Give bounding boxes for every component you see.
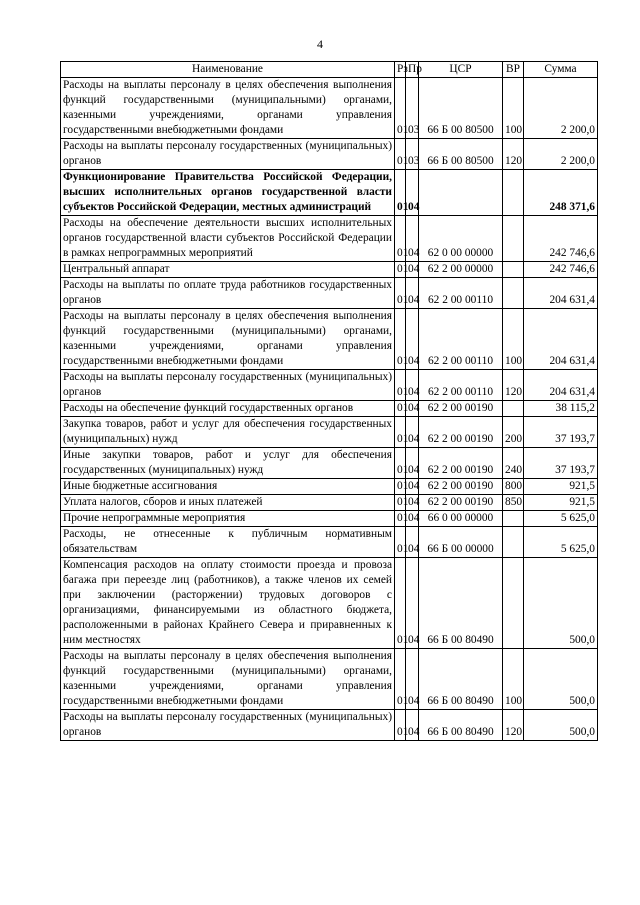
cell-vr: 100: [503, 309, 524, 370]
cell-sum: 500,0: [524, 710, 598, 741]
table-row: [61, 649, 598, 710]
table-row: [61, 170, 598, 216]
table-header-row: [61, 62, 598, 78]
table-body: [61, 78, 598, 741]
cell-rz: 01: [395, 139, 406, 170]
cell-sum: 37 193,7: [524, 417, 598, 448]
cell-pr: 03: [406, 139, 419, 170]
cell-pr: 04: [406, 511, 419, 527]
cell-vr: 120: [503, 370, 524, 401]
cell-csr: 62 2 00 00190: [419, 401, 503, 417]
cell-vr: [503, 262, 524, 278]
cell-pr: 04: [406, 527, 419, 558]
cell-csr: 62 2 00 00110: [419, 278, 503, 309]
cell-vr: [503, 401, 524, 417]
cell-rz: 01: [395, 558, 406, 649]
cell-rz: 01: [395, 309, 406, 370]
cell-name: Закупка товаров, работ и услуг для обеспечения государственных (муниципальных) нужд: [61, 417, 395, 448]
cell-vr: [503, 527, 524, 558]
column-header-rz: Рз: [395, 62, 406, 78]
cell-pr: 04: [406, 448, 419, 479]
cell-name: Расходы на выплаты персоналу государственных (муниципальных) органов: [61, 370, 395, 401]
cell-pr: 04: [406, 417, 419, 448]
column-header-csr: ЦСР: [419, 62, 503, 78]
cell-vr: 100: [503, 649, 524, 710]
cell-vr: [503, 170, 524, 216]
cell-rz: 01: [395, 370, 406, 401]
cell-name: Уплата налогов, сборов и иных платежей: [61, 495, 395, 511]
cell-name: Иные бюджетные ассигнования: [61, 479, 395, 495]
cell-pr: 04: [406, 216, 419, 262]
cell-name: Расходы на обеспечение деятельности высших исполнительных органов государственной власти субъектов Российской Федерации в рамках непрограммных мероприятий: [61, 216, 395, 262]
cell-csr: 66 Б 00 00000: [419, 527, 503, 558]
cell-name: Расходы на выплаты персоналу государственных (муниципальных) органов: [61, 139, 395, 170]
cell-pr: 04: [406, 170, 419, 216]
cell-name: Расходы на обеспечение функций государственных органов: [61, 401, 395, 417]
cell-csr: 62 2 00 00110: [419, 370, 503, 401]
cell-pr: 03: [406, 78, 419, 139]
cell-vr: 100: [503, 78, 524, 139]
cell-sum: 921,5: [524, 495, 598, 511]
cell-name: Функционирование Правительства Российской Федерации, высших исполнительных органов государственной власти субъектов Российской Федерации, местных администраций: [61, 170, 395, 216]
cell-name: Расходы на выплаты по оплате труда работников государственных органов: [61, 278, 395, 309]
table-row: [61, 495, 598, 511]
cell-pr: 04: [406, 649, 419, 710]
cell-pr: 04: [406, 710, 419, 741]
column-header-name: Наименование: [61, 62, 395, 78]
column-header-sum: Сумма: [524, 62, 598, 78]
table-row: [61, 278, 598, 309]
table-row: [61, 448, 598, 479]
page-number: 4: [317, 37, 323, 51]
cell-csr: 66 Б 00 80490: [419, 649, 503, 710]
table-row: [61, 479, 598, 495]
cell-vr: [503, 511, 524, 527]
cell-csr: 66 0 00 00000: [419, 511, 503, 527]
cell-vr: 200: [503, 417, 524, 448]
cell-pr: 04: [406, 495, 419, 511]
cell-sum: 921,5: [524, 479, 598, 495]
table-row: [61, 417, 598, 448]
cell-csr: 66 Б 00 80490: [419, 558, 503, 649]
cell-pr: 04: [406, 309, 419, 370]
cell-pr: 04: [406, 370, 419, 401]
cell-name: Расходы, не отнесенные к публичным нормативным обязательствам: [61, 527, 395, 558]
cell-sum: 204 631,4: [524, 309, 598, 370]
cell-rz: 01: [395, 262, 406, 278]
cell-csr: 62 2 00 00190: [419, 417, 503, 448]
cell-sum: 248 371,6: [524, 170, 598, 216]
cell-sum: 2 200,0: [524, 78, 598, 139]
cell-csr: 62 2 00 00000: [419, 262, 503, 278]
cell-vr: 120: [503, 710, 524, 741]
cell-rz: 01: [395, 78, 406, 139]
cell-rz: 01: [395, 527, 406, 558]
cell-pr: 04: [406, 262, 419, 278]
cell-rz: 01: [395, 417, 406, 448]
cell-rz: 01: [395, 216, 406, 262]
cell-pr: 04: [406, 401, 419, 417]
table-row: [61, 78, 598, 139]
cell-rz: 01: [395, 479, 406, 495]
cell-csr: 62 2 00 00190: [419, 495, 503, 511]
table-row: [61, 309, 598, 370]
cell-sum: 500,0: [524, 558, 598, 649]
cell-csr: 62 2 00 00110: [419, 309, 503, 370]
cell-name: Расходы на выплаты персоналу в целях обеспечения выполнения функций государственными (муниципальными) органами, казенными учреждениями, органами управления государственными внебюджетными фондами: [61, 78, 395, 139]
cell-sum: 2 200,0: [524, 139, 598, 170]
table-row: [61, 262, 598, 278]
cell-pr: 04: [406, 558, 419, 649]
table-row: [61, 401, 598, 417]
cell-csr: 66 Б 00 80500: [419, 139, 503, 170]
cell-rz: 01: [395, 278, 406, 309]
cell-csr: 62 0 00 00000: [419, 216, 503, 262]
cell-name: Центральный аппарат: [61, 262, 395, 278]
table-row: [61, 527, 598, 558]
cell-rz: 01: [395, 401, 406, 417]
cell-sum: 204 631,4: [524, 370, 598, 401]
cell-pr: 04: [406, 479, 419, 495]
cell-sum: 5 625,0: [524, 527, 598, 558]
cell-sum: 38 115,2: [524, 401, 598, 417]
cell-name: Расходы на выплаты персоналу государственных (муниципальных) органов: [61, 710, 395, 741]
cell-rz: 01: [395, 710, 406, 741]
cell-csr: 66 Б 00 80490: [419, 710, 503, 741]
cell-sum: 5 625,0: [524, 511, 598, 527]
cell-vr: [503, 278, 524, 309]
cell-name: Прочие непрограммные мероприятия: [61, 511, 395, 527]
cell-vr: 800: [503, 479, 524, 495]
cell-csr: [419, 170, 503, 216]
table-row: [61, 216, 598, 262]
cell-rz: 01: [395, 495, 406, 511]
cell-vr: 850: [503, 495, 524, 511]
budget-table: [60, 61, 598, 741]
table-row: [61, 710, 598, 741]
cell-csr: 62 2 00 00190: [419, 479, 503, 495]
cell-rz: 01: [395, 170, 406, 216]
table-row: [61, 370, 598, 401]
cell-rz: 01: [395, 649, 406, 710]
cell-vr: [503, 216, 524, 262]
cell-name: Расходы на выплаты персоналу в целях обеспечения выполнения функций государственными (муниципальными) органами, казенными учреждениями, органами управления государственными внебюджетными фондами: [61, 649, 395, 710]
cell-sum: 204 631,4: [524, 278, 598, 309]
table-row: [61, 558, 598, 649]
cell-name: Иные закупки товаров, работ и услуг для обеспечения государственных (муниципальных) нужд: [61, 448, 395, 479]
cell-vr: 240: [503, 448, 524, 479]
cell-name: Компенсация расходов на оплату стоимости проезда и провоза багажа при переезде лиц (работников), а также членов их семей при заключении (расторжении) трудовых договоров с организациями, финансируемыми из областного бюджета, расположенными в районах Крайнего Севера и приравненных к ним местностях: [61, 558, 395, 649]
column-header-vr: ВР: [503, 62, 524, 78]
cell-csr: 66 Б 00 80500: [419, 78, 503, 139]
cell-sum: 500,0: [524, 649, 598, 710]
table-row: [61, 511, 598, 527]
cell-rz: 01: [395, 511, 406, 527]
cell-vr: 120: [503, 139, 524, 170]
cell-pr: 04: [406, 278, 419, 309]
cell-name: Расходы на выплаты персоналу в целях обеспечения выполнения функций государственными (муниципальными) органами, казенными учреждениями, органами управления государственными внебюджетными фондами: [61, 309, 395, 370]
cell-vr: [503, 558, 524, 649]
table-row: [61, 139, 598, 170]
cell-sum: 242 746,6: [524, 262, 598, 278]
column-header-pr: Пр: [406, 62, 419, 78]
cell-csr: 62 2 00 00190: [419, 448, 503, 479]
cell-rz: 01: [395, 448, 406, 479]
cell-sum: 37 193,7: [524, 448, 598, 479]
cell-sum: 242 746,6: [524, 216, 598, 262]
